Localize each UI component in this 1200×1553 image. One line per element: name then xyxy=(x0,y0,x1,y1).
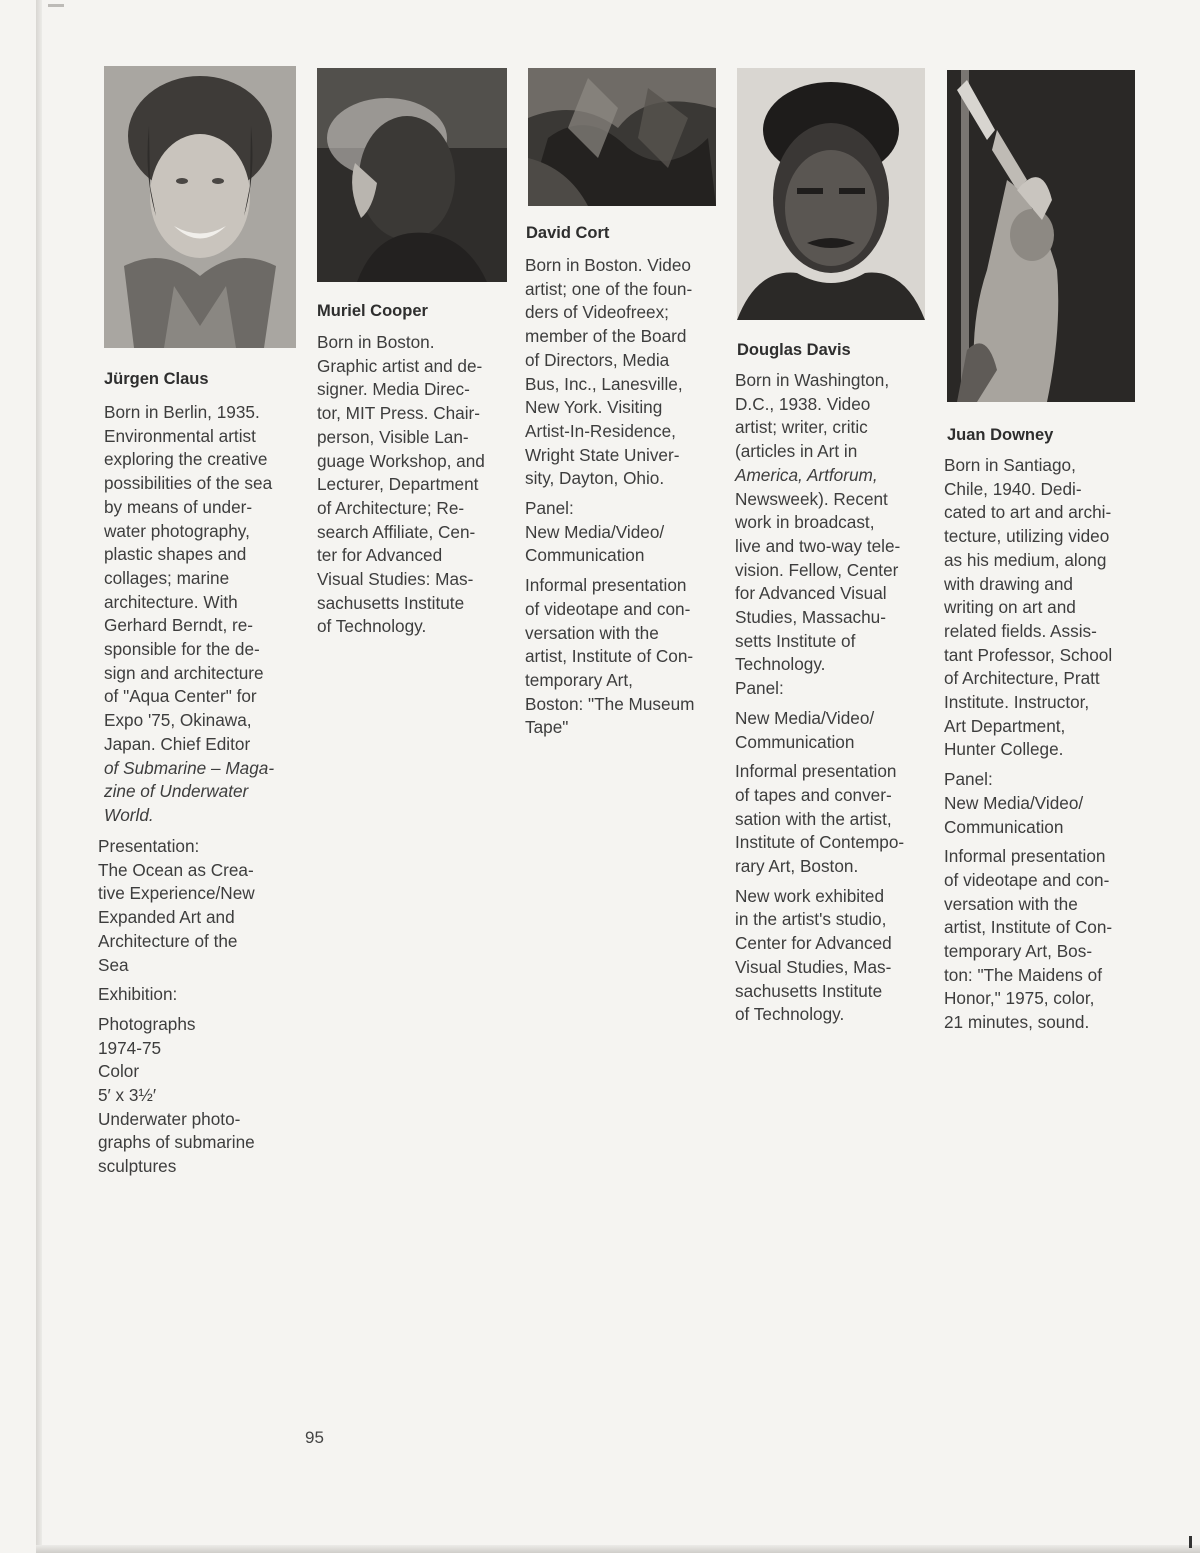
portrait-photo xyxy=(528,68,716,206)
bio-line: collages; marine xyxy=(104,567,230,588)
entry-name: Muriel Cooper xyxy=(317,302,428,320)
bio-line: tant Professor, School xyxy=(944,644,1113,665)
panel-label: Panel: xyxy=(525,498,574,519)
bio-line: of Architecture; Re- xyxy=(317,497,465,518)
presentation-line: Informal presentation xyxy=(944,846,1106,867)
presentation-label: Presentation: xyxy=(98,836,200,856)
bio-line: tor, MIT Press. Chair- xyxy=(317,403,480,424)
exhibition-line: sculptures xyxy=(98,1156,177,1177)
panel-line: Communication xyxy=(735,731,855,752)
portrait-photo xyxy=(104,66,296,348)
presentation-line: Boston: "The Museum xyxy=(525,693,695,714)
bio-line: Born in Washington, xyxy=(735,370,890,390)
bio-line: Born in Boston. Video xyxy=(525,255,691,275)
bio-line: Studies, Massachu- xyxy=(735,607,886,628)
entry-name: Jürgen Claus xyxy=(104,370,209,388)
presentation-line: artist, Institute of Con- xyxy=(525,646,694,667)
exhibition-line: Photographs xyxy=(98,1013,196,1034)
presentation-line: Tape" xyxy=(525,717,569,738)
bio-line: Institute. Instructor, xyxy=(944,692,1090,713)
exhibit-line: sachusetts Institute xyxy=(735,980,883,1001)
bio-line: Born in Berlin, 1935. xyxy=(104,402,260,422)
bio-line: D.C., 1938. Video xyxy=(735,393,871,414)
bio-line: sponsible for the de- xyxy=(104,639,260,660)
entry-name: Juan Downey xyxy=(947,426,1054,444)
presentation-line: ton: "The Maidens of xyxy=(944,964,1103,985)
bio-line: Wright State Univer- xyxy=(525,444,680,465)
entry-bio xyxy=(735,369,904,1027)
bio-line: America, Artforum, xyxy=(735,464,878,485)
presentation-line: Informal presentation xyxy=(525,575,687,596)
panel-label: Panel: xyxy=(944,769,993,790)
bio-line: for Advanced Visual xyxy=(735,583,887,604)
entry-name: David Cort xyxy=(526,224,610,242)
entry-bio xyxy=(317,331,485,639)
bio-line: Born in Boston. xyxy=(317,332,435,352)
bio-line: Technology. xyxy=(735,654,826,675)
presentation-line: versation with the xyxy=(525,622,659,643)
bio-line: guage Workshop, and xyxy=(317,450,485,471)
presentation-line: temporary Art, xyxy=(525,669,633,690)
page-bottom-edge xyxy=(36,1545,1200,1553)
bio-line: by means of under- xyxy=(104,496,253,517)
performance-photo xyxy=(947,70,1135,402)
bio-line: member of the Board xyxy=(525,326,687,347)
panel-line: Communication xyxy=(525,545,645,566)
bio-line: sign and architecture xyxy=(104,662,264,683)
bio-line: architecture. With xyxy=(104,591,238,612)
exhibition-line: graphs of submarine xyxy=(98,1132,255,1153)
bio-line: possibilities of the sea xyxy=(104,473,273,494)
bio-line: water photography, xyxy=(104,520,250,541)
panel-line: New Media/Video/ xyxy=(735,707,875,728)
bio-line: person, Visible Lan- xyxy=(317,426,469,447)
bio-line: Environmental artist xyxy=(104,425,256,446)
presentation-line: sation with the artist, xyxy=(735,808,892,829)
exhibition-label: Exhibition: xyxy=(98,984,178,1005)
bio-line: Graphic artist and de- xyxy=(317,355,483,376)
bio-line: Bus, Inc., Lanesville, xyxy=(525,373,683,394)
bio-line: Lecturer, Department xyxy=(317,474,479,495)
bio-line: ter for Advanced xyxy=(317,545,443,566)
presentation-line: of videotape and con- xyxy=(944,869,1110,890)
exhibition-line: Color xyxy=(98,1061,140,1082)
presentation-line: Sea xyxy=(98,954,129,975)
presentation-line: The Ocean as Crea- xyxy=(98,859,254,880)
presentation-line: Expanded Art and xyxy=(98,907,235,928)
exhibit-line: Center for Advanced xyxy=(735,933,892,954)
page-mark xyxy=(48,4,64,7)
panel-label: Panel: xyxy=(735,678,784,699)
panel-line: New Media/Video/ xyxy=(944,792,1084,813)
bio-line: New York. Visiting xyxy=(525,397,663,418)
presentation-line: tive Experience/New xyxy=(98,883,255,904)
presentation-line: of tapes and conver- xyxy=(735,784,892,805)
bio-line: Expo '75, Okinawa, xyxy=(104,710,252,731)
page-edge xyxy=(36,0,42,1553)
exhibition-line: 1974-75 xyxy=(98,1037,162,1058)
bio-line: zine of Underwater xyxy=(104,781,249,802)
entry-details xyxy=(98,835,255,1179)
corner-mark xyxy=(1189,1536,1192,1548)
bio-line: plastic shapes and xyxy=(104,544,247,565)
bio-line: ders of Videofreex; xyxy=(525,302,669,323)
entry-name: Douglas Davis xyxy=(737,341,851,359)
bio-line: Japan. Chief Editor xyxy=(104,733,251,754)
bio-line: artist; one of the foun- xyxy=(525,278,693,299)
bio-line: vision. Fellow, Center xyxy=(735,559,899,580)
panel-line: Communication xyxy=(944,816,1064,837)
bio-line: of Submarine – Maga- xyxy=(104,757,275,778)
exhibition-line: 5′ x 3½′ xyxy=(98,1085,157,1106)
bio-line: of Directors, Media xyxy=(525,349,670,370)
bio-line: sachusetts Institute xyxy=(317,592,465,613)
bio-line: live and two-way tele- xyxy=(735,535,901,556)
bio-line: work in broadcast, xyxy=(735,512,875,533)
bio-line: Artist-In-Residence, xyxy=(525,420,676,441)
bio-line: Gerhard Berndt, re- xyxy=(104,615,254,636)
bio-line: with drawing and xyxy=(944,573,1073,594)
bio-line: Hunter College. xyxy=(944,739,1064,760)
bio-line: exploring the creative xyxy=(104,449,268,470)
presentation-line: Informal presentation xyxy=(735,761,897,782)
bio-line: World. xyxy=(104,804,154,825)
presentation-line: rary Art, Boston. xyxy=(735,856,859,877)
bio-line: Chile, 1940. Dedi- xyxy=(944,478,1082,499)
presentation-line: 21 minutes, sound. xyxy=(944,1012,1090,1033)
bio-line: (articles in Art in xyxy=(735,441,858,462)
bio-line: artist; writer, critic xyxy=(735,417,868,438)
panel-line: New Media/Video/ xyxy=(525,521,665,542)
bio-line: Born in Santiago, xyxy=(944,455,1076,475)
bio-line: writing on art and xyxy=(944,597,1076,618)
bio-line: signer. Media Direc- xyxy=(317,379,470,400)
presentation-line: temporary Art, Bos- xyxy=(944,941,1093,962)
entry-bio xyxy=(104,401,274,828)
bio-line: Art Department, xyxy=(944,715,1066,736)
bio-line: as his medium, along xyxy=(944,549,1107,570)
portrait-photo xyxy=(737,68,925,320)
exhibit-line: New work exhibited xyxy=(735,885,885,906)
bio-line: of "Aqua Center" for xyxy=(104,686,257,707)
bio-line: sity, Dayton, Ohio. xyxy=(525,468,665,489)
presentation-line: artist, Institute of Con- xyxy=(944,917,1113,938)
page-number: 95 xyxy=(305,1428,324,1447)
bio-line: search Affiliate, Cen- xyxy=(317,521,476,542)
bio-line: of Architecture, Pratt xyxy=(944,668,1100,689)
presentation-line: Honor," 1975, color, xyxy=(944,988,1095,1009)
exhibition-line: Underwater photo- xyxy=(98,1108,241,1129)
bio-line: related fields. Assis- xyxy=(944,620,1097,641)
bio-line: Newsweek). Recent xyxy=(735,488,888,509)
bio-line: Visual Studies: Mas- xyxy=(317,569,474,590)
bio-line: tecture, utilizing video xyxy=(944,526,1110,547)
entry-bio xyxy=(944,454,1112,1035)
bio-line: setts Institute of xyxy=(735,630,856,651)
presentation-line: of videotape and con- xyxy=(525,598,691,619)
bio-line: of Technology. xyxy=(317,616,427,637)
entry-bio xyxy=(525,254,694,740)
exhibit-line: in the artist's studio, xyxy=(735,909,887,930)
presentation-line: Architecture of the xyxy=(98,930,238,951)
presentation-line: Institute of Contempo- xyxy=(735,832,905,853)
presentation-line: versation with the xyxy=(944,893,1078,914)
portrait-photo xyxy=(317,68,507,282)
exhibit-line: of Technology. xyxy=(735,1004,845,1025)
exhibit-line: Visual Studies, Mas- xyxy=(735,956,892,977)
bio-line: cated to art and archi- xyxy=(944,502,1112,523)
